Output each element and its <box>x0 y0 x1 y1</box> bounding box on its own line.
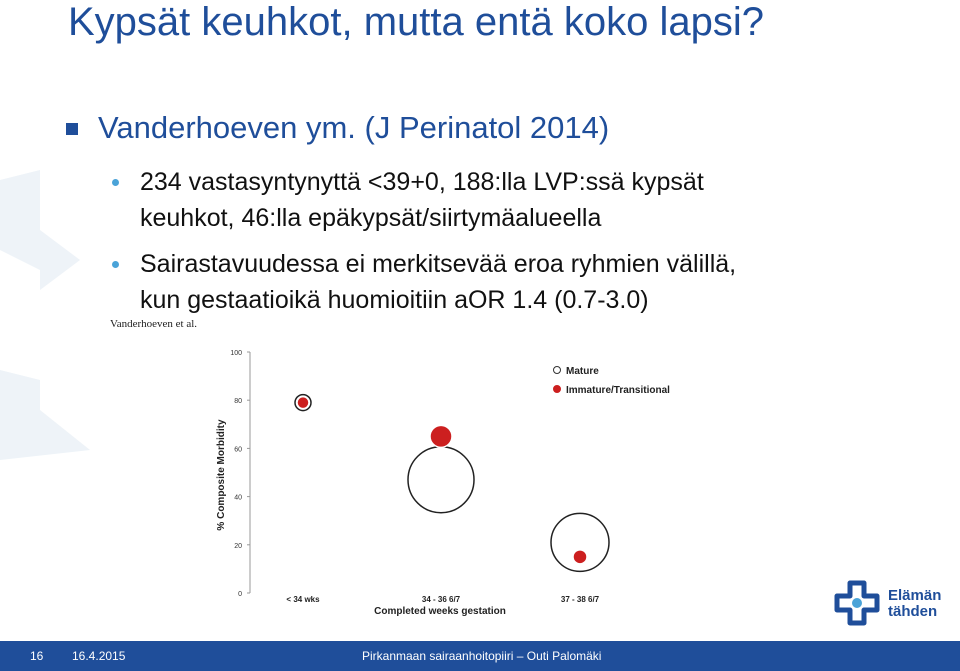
x-tick-label: 37 - 38 6/7 <box>560 595 600 604</box>
reference-line: Vanderhoeven ym. (J Perinatol 2014) <box>98 110 610 145</box>
page-number: 16 <box>30 649 44 663</box>
slide-title: Kypsät keuhkot, mutta entä koko lapsi? <box>68 0 764 44</box>
y-tick-label: 0 <box>238 591 242 598</box>
y-tick-label: 60 <box>234 446 242 454</box>
x-axis-label: Completed weeks gestation <box>374 606 506 617</box>
immature-bubble <box>297 397 309 409</box>
y-tick-label: 80 <box>234 398 242 406</box>
logo-icon <box>832 578 882 628</box>
footer-organization: Pirkanmaan sairaanhoitopiiri – Outi Palomäki <box>362 649 602 663</box>
legend-label: Immature/Transitional <box>566 385 670 396</box>
bullet-dot-icon <box>112 261 119 268</box>
mature-bubble <box>408 447 474 513</box>
x-tick-label: 34 - 36 6/7 <box>421 595 461 604</box>
bullet-text-2a: Sairastavuudessa ei merkitsevää eroa ryhmien välillä, <box>140 250 737 278</box>
y-tick-label: 20 <box>234 542 242 550</box>
logo-line1: Elämän <box>888 587 942 604</box>
logo-text <box>888 588 941 620</box>
y-tick-label: 40 <box>234 494 242 502</box>
bullet-text-1a: 234 vastasyntynyttä <39+0, 188:lla LVP:ssä kypsät <box>140 168 704 196</box>
bubble-chart <box>200 330 720 620</box>
footer-bar <box>0 641 960 671</box>
bullet-text-2b: kun gestaatioikä huomioitiin aOR 1.4 (0.7-3.0) <box>140 286 649 314</box>
x-tick-label: < 34 wks <box>286 595 320 604</box>
footer-date: 16.4.2015 <box>72 649 126 663</box>
watermark-shape <box>0 160 120 460</box>
legend-marker <box>554 367 561 374</box>
bullet-text-1b: keuhkot, 46:lla epäkypsät/siirtymäalueella <box>140 204 602 232</box>
bullet-text-2b-clip <box>140 284 649 315</box>
bullet-square-icon <box>66 123 78 135</box>
y-tick-label: 100 <box>230 350 242 357</box>
logo-line2: tähden <box>888 603 938 620</box>
bullet-dot-icon <box>112 179 119 186</box>
legend-marker <box>554 386 561 393</box>
immature-bubble <box>430 425 452 447</box>
immature-bubble <box>573 550 587 564</box>
y-axis-label: % Composite Morbidity <box>216 419 227 531</box>
citation: Vanderhoeven et al. <box>110 318 198 330</box>
legend-label: Mature <box>566 366 599 377</box>
